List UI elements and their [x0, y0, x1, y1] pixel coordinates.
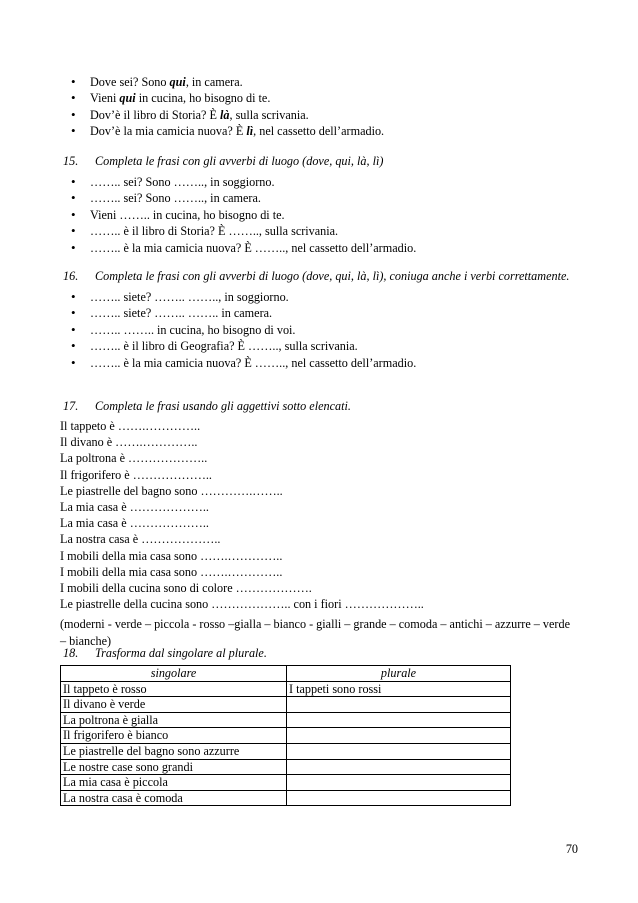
cell-singular: Le nostre case sono grandi — [61, 759, 287, 775]
table-row — [61, 728, 511, 744]
cell-plural[interactable] — [287, 697, 511, 713]
fill-line: La mia casa è ……………….. — [60, 516, 209, 531]
fill-line: La nostra casa è ……………….. — [60, 532, 221, 547]
column-header: plurale — [287, 666, 511, 682]
exercise-heading: 16. Completa le frasi con gli avverbi di luogo (dove, qui, là, lì), coniuga anche i verbi correttamente. — [63, 269, 570, 283]
table-row — [61, 790, 511, 806]
plural-table-wrapper — [60, 665, 511, 806]
fill-line: I mobili della mia casa sono …….………….. — [60, 548, 283, 563]
examples-list — [63, 74, 578, 140]
list-item: • Vieni …….. in cucina, ho bisogno di te. — [63, 207, 578, 223]
list-item: • …….. …….. in cucina, ho bisogno di voi. — [63, 322, 578, 338]
list-item: • Dove sei? Sono qui, in camera. — [63, 74, 578, 90]
exercise-17 — [63, 398, 578, 414]
cell-plural[interactable]: I tappeti sono rossi — [287, 681, 511, 697]
exercise-heading: 15. Completa le frasi con gli avverbi di luogo (dove, qui, là, lì) — [63, 154, 384, 168]
fill-line: Le piastrelle del bagno sono ………….…….. — [60, 483, 283, 498]
exercise-15-list — [63, 174, 578, 256]
exercise-15 — [63, 153, 578, 256]
table-row — [61, 759, 511, 775]
list-item: • …….. siete? …….. …….., in soggiorno. — [63, 289, 578, 305]
fill-line: Le piastrelle della cucina sono ……………….. con i fiori ……………….. — [60, 597, 424, 612]
table-row — [61, 743, 511, 759]
fill-line: La poltrona è ……………….. — [60, 451, 208, 466]
cell-plural[interactable] — [287, 712, 511, 728]
list-item: • …….. è la mia camicia nuova? È …….., nel cassetto dell’armadio. — [63, 240, 578, 256]
exercise-16 — [63, 268, 578, 371]
exercise-heading: 17. Completa le frasi usando gli aggettivi sotto elencati. — [63, 399, 351, 413]
cell-plural[interactable] — [287, 759, 511, 775]
cell-plural[interactable] — [287, 743, 511, 759]
table-row — [61, 712, 511, 728]
list-item: • …….. è il libro di Geografia? È …….., sulla scrivania. — [63, 338, 578, 354]
fill-line: Il tappeto è …….………….. — [60, 419, 201, 433]
list-item: • Vieni qui in cucina, ho bisogno di te. — [63, 90, 578, 106]
page-number: 70 — [565, 842, 578, 856]
plural-table — [60, 665, 511, 806]
examples-block — [63, 74, 578, 140]
list-item: • …….. siete? …….. …….. in camera. — [63, 305, 578, 321]
list-item: • …….. è la mia camicia nuova? È …….., nel cassetto dell’armadio. — [63, 355, 578, 371]
fill-line: I mobili della mia casa sono …….………….. — [60, 564, 283, 579]
list-item: • Dov’è la mia camicia nuova? È lì, nel cassetto dell’armadio. — [63, 123, 578, 139]
exercise-heading: 18. Trasforma dal singolare al plurale. — [63, 646, 267, 660]
cell-singular: La nostra casa è comoda — [61, 790, 287, 806]
adjective-options: (moderni - verde – piccola - rosso –gialla – bianco - gialli – grande – comoda – antichi – azzurre – verde – bianche) — [60, 617, 570, 649]
fill-line: I mobili della cucina sono di colore ………………. — [60, 580, 312, 595]
fill-line: La mia casa è ……………….. — [60, 499, 209, 514]
cell-singular: La poltrona è gialla — [61, 712, 287, 728]
table-row — [61, 697, 511, 713]
cell-singular: Il divano è verde — [61, 697, 287, 713]
cell-plural[interactable] — [287, 790, 511, 806]
cell-singular: Il frigorifero è bianco — [61, 728, 287, 744]
exercise-16-list — [63, 289, 578, 371]
fill-line: Il frigorifero è ……………….. — [60, 467, 212, 482]
list-item: • …….. sei? Sono …….., in camera. — [63, 190, 578, 206]
fill-line: Il divano è …….………….. — [60, 435, 198, 450]
list-item: • …….. è il libro di Storia? È …….., sulla scrivania. — [63, 223, 578, 239]
cell-plural[interactable] — [287, 775, 511, 791]
column-header: singolare — [61, 666, 287, 682]
exercise-17-lines — [60, 418, 578, 650]
cell-plural[interactable] — [287, 728, 511, 744]
cell-singular: La mia casa è piccola — [61, 775, 287, 791]
table-row — [61, 681, 511, 697]
list-item: • …….. sei? Sono …….., in soggiorno. — [63, 174, 578, 190]
table-header-row — [61, 666, 511, 682]
cell-singular: Le piastrelle del bagno sono azzurre — [61, 743, 287, 759]
table-row — [61, 775, 511, 791]
cell-singular: Il tappeto è rosso — [61, 681, 287, 697]
exercise-18 — [63, 645, 578, 661]
list-item: • Dov’è il libro di Storia? È là, sulla scrivania. — [63, 107, 578, 123]
